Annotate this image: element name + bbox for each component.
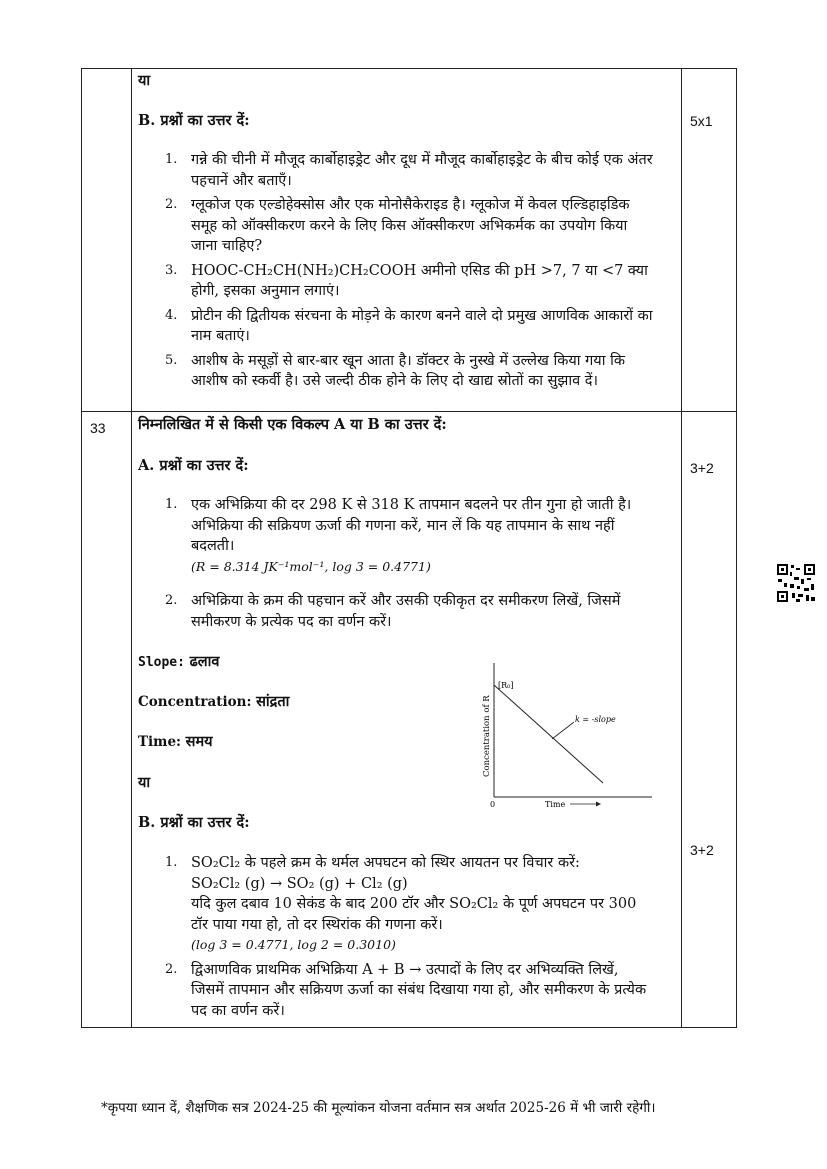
log-values-note: (log 3 = 0.4771, log 2 = 0.3010) [191, 937, 396, 952]
list-item: 5. आशीष के मसूड़ों से बार-बार खून आता है। डॉक्टर के नुस्खे में उल्लेख किया गया कि आशीष को स्कर्वी है। उसे जल्दी ठीक होने के लिए दो खाद्य स्रोतों का सुझाव दें। [165, 352, 625, 389]
or-label-middle: या [138, 774, 151, 791]
question-list-a [165, 495, 655, 636]
marks-b: 3+2 [690, 842, 714, 858]
constants-note: (R = 8.314 JK⁻¹mol⁻¹, log 3 = 0.4771) [191, 558, 431, 574]
question-list-b [165, 853, 655, 1025]
question-list-prev [165, 150, 655, 396]
list-item: 1. SO₂Cl₂ के पहले क्रम के थर्मल अपघटन को स्थिर आयतन पर विचार करें: SO₂Cl₂ (g) → SO₂ (g) + Cl₂ (g) यदि कुल दबाव 10 सेकंड के बाद 200 टॉर और SO₂Cl₂ के पूर्ण अपघटन पर 300 टॉर पाया गया हो, तो दर स्थिरांक की गणना करें। (log 3 = 0.4771, log 2 = 0.3010) [165, 853, 655, 956]
column-divider-number [131, 69, 132, 1027]
question-number: 33 [90, 420, 106, 436]
graph-k-pointer [552, 722, 574, 739]
section-b-title-prev: B. प्रश्नों का उत्तर दें: [138, 112, 250, 129]
glossary-slope: Slope: ढलाव [138, 653, 220, 670]
marks-prev: 5x1 [690, 113, 713, 129]
graph-r0-label: [R₀] [498, 681, 514, 690]
graph-origin-label: 0 [490, 800, 496, 809]
list-item: 2. द्विआणविक प्राथमिक अभिक्रिया A + B → उत्पादों के लिए दर अभिव्यक्ति लिखें, जिसमें तापमान और सक्रियण ऊर्जा का संबंध दिखाया गया हो, और समीकरण के प्रत्येक पद का वर्णन करें। [165, 961, 647, 1019]
reaction-equation: SO₂Cl₂ (g) → SO₂ (g) + Cl₂ (g) [191, 875, 408, 892]
concentration-time-graph [478, 655, 658, 815]
glossary-time: Time: समय [138, 733, 213, 750]
footer-note: *कृपया ध्यान दें, शैक्षणिक सत्र 2024-25 की मूल्यांकन योजना वर्तमान सत्र अर्थात 2025-26 में भी जारी रहेगी। [101, 1100, 656, 1116]
row-divider [82, 411, 736, 412]
column-divider-marks [681, 69, 682, 1027]
graph-x-arrowhead [596, 802, 601, 807]
list-item: 2. अभिक्रिया के क्रम की पहचान करें और उसकी एकीकृत दर समीकरण लिखें, जिसमें समीकरण के प्रत्येक पद का वर्णन करें। [165, 593, 621, 630]
list-item: 1. गन्ने की चीनी में मौजूद कार्बोहाइड्रेट और दूध में मौजूद कार्बोहाइड्रेट के बीच कोई एक अंतर पहचानें और बताएँ। [165, 152, 653, 189]
graph-y-label: Concentration of R [482, 695, 492, 777]
list-item: 3. HOOC-CH₂CH(NH₂)CH₂COOH अमीनो एसिड की pH >7, 7 या <7 क्या होगी, इसका अनुमान लगाएं। [165, 262, 648, 299]
marks-a: 3+2 [690, 460, 714, 476]
section-b-title: B. प्रश्नों का उत्तर दें: [138, 814, 250, 831]
graph-data-line [494, 685, 603, 783]
graph-x-label: Time [545, 800, 566, 809]
list-item: 2. ग्लूकोज एक एल्डोहेक्सोस और एक मोनोसैकेराइड है। ग्लूकोज में केवल एल्डिहाइडिक समूह को ऑक्सीकरण करने के लिए किस ऑक्सीकरण अभिकर्मक का उपयोग किया जाना चाहिए? [165, 197, 630, 254]
question-instruction: निम्नलिखित में से किसी एक विकल्प A या B का उत्तर दें: [138, 416, 447, 433]
list-item: 4. प्रोटीन की द्वितीयक संरचना के मोड़ने के कारण बनने वाले दो प्रमुख आणविक आकारों का नाम बताएं। [165, 307, 653, 344]
or-label-top: या [138, 72, 151, 89]
graph-k-label: k = -slope [575, 715, 616, 724]
qr-code [776, 563, 816, 603]
glossary-concentration: Concentration: सांद्रता [138, 693, 290, 710]
section-a-title: A. प्रश्नों का उत्तर दें: [138, 457, 249, 474]
list-item: 1. एक अभिक्रिया की दर 298 K से 318 K तापमान बदलने पर तीन गुना हो जाती है। अभिक्रिया की सक्रियण ऊर्जा की गणना करें, मान लें कि यह तापमान के साथ नहीं बदलती। (R = 8.314 JK⁻¹mol⁻¹, log 3 = 0.4771) [165, 495, 655, 577]
